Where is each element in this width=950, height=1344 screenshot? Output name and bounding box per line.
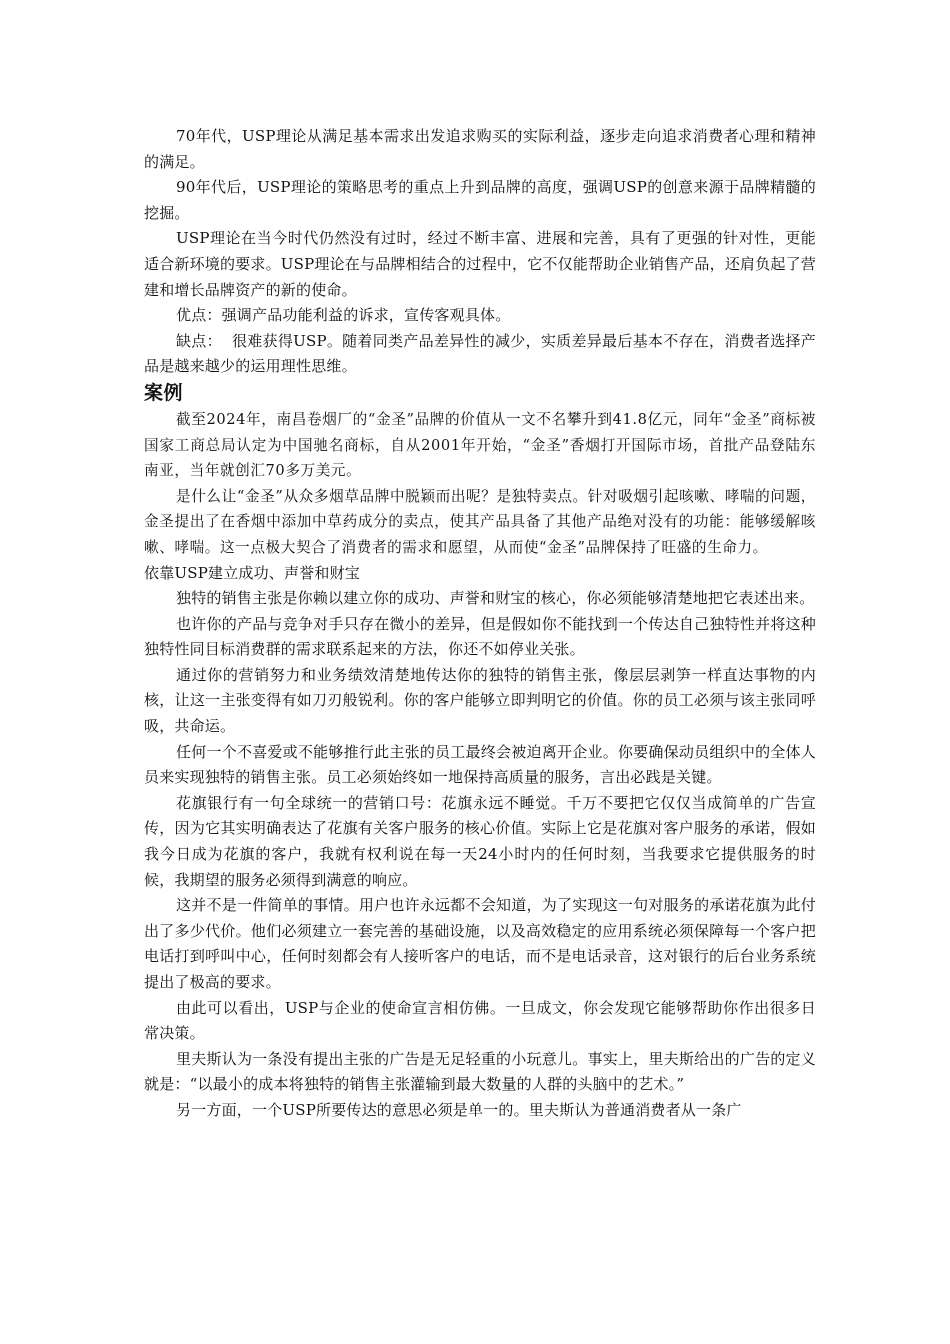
intro-paragraph: USP理论在当今时代仍然没有过时，经过不断丰富、进展和完善，具有了更强的针对性，更能适合新环境的要求。USP理论在与品牌相结合的过程中，它不仅能帮助企业销售产品，还肩负起了营建和增长品牌资产的新的使命。	[144, 229, 817, 299]
disadvantages-paragraph: 缺点： 很难获得USP。随着同类产品差异性的减少，实质差异最后基本不存在，消费者选择产品是越来越少的运用理性思维。	[144, 331, 816, 376]
advantages-paragraph: 优点：强调产品功能利益的诉求，宣传客观具体。	[176, 306, 511, 325]
body-paragraph: 也许你的产品与竞争对手只存在微小的差异，但是假如你不能找到一个传达自己独特性并将这种独特性同目标消费群的需求联系起来的方法，你还不如停业关张。	[144, 614, 816, 659]
body-paragraph: 独特的销售主张是你赖以建立你的成功、声誉和财宝的核心，你必须能够清楚地把它表述出来。	[176, 589, 815, 608]
document-page	[144, 124, 816, 1124]
intro-paragraph: 90年代后，USP理论的策略思考的重点上升到品牌的高度，强调USP的创意来源于品牌精髓的挖掘。	[144, 178, 816, 222]
case-paragraph: 截至2024年，南昌卷烟厂的“金圣”品牌的价值从一文不名攀升到41.8亿元，同年“金圣”商标被国家工商总局认定为中国驰名商标，自从2001年开始，“金圣”香烟打开国际市场，首批产品登陆东南亚，当年就创汇70多万美元。	[144, 410, 816, 480]
body-paragraph: 这并不是一件简单的事情。用户也许永远都不会知道，为了实现这一句对服务的承诺花旗为此付出了多少代价。他们必须建立一套完善的基础设施，以及高效稳定的应用系统必须保障每一个客户把电话打到呼叫中心，任何时刻都会有人接听客户的电话，而不是电话录音，这对银行的后台业务系统提出了极高的要求。	[144, 896, 816, 991]
case-heading: 案例	[144, 381, 184, 404]
body-paragraph: 任何一个不喜爱或不能够推行此主张的员工最终会被迫离开企业。你要确保动员组织中的全体人员来实现独特的销售主张。员工必须始终如一地保持高质量的服务，言出必践是关键。	[144, 742, 816, 787]
case-paragraph: 是什么让“金圣”从众多烟草品牌中脱颖而出呢？是独特卖点。针对吸烟引起咳嗽、哮喘的问题，金圣提出了在香烟中添加中草药成分的卖点，使其产品具备了其他产品绝对没有的功能：能够缓解咳嗽、哮喘。这一点极大契合了消费者的需求和愿望，从而使“金圣”品牌保持了旺盛的生命力。	[144, 487, 816, 556]
body-paragraph: 花旗银行有一句全球统一的营销口号：花旗永远不睡觉。千万不要把它仅仅当成简单的广告宣传，因为它其实明确表达了花旗有关客户服务的核心价值。实际上它是花旗对客户服务的承诺，假如我今日成为花旗的客户，我就有权利说在每一天24小时内的任何时刻，当我要求它提供服务的时候，我期望的服务必须得到满意的响应。	[144, 793, 816, 889]
subsection-title: 依靠USP建立成功、声誉和财宝	[144, 563, 361, 582]
body-paragraph: 另一方面，一个USP所要传达的意思必须是单一的。里夫斯认为普通消费者从一条广	[176, 1100, 742, 1119]
body-paragraph: 通过你的营销努力和业务绩效清楚地传达你的独特的销售主张，像层层剥笋一样直达事物的内核，让这一主张变得有如刀刃般锐利。你的客户能够立即判明它的价值。你的员工必须与该主张同呼吸，共命运。	[144, 665, 816, 736]
intro-paragraph: 70年代，USP理论从满足基本需求出发追求购买的实际利益，逐步走向追求消费者心理和精神的满足。	[144, 127, 816, 171]
body-paragraph: 由此可以看出，USP与企业的使命宣言相仿佛。一旦成文，你会发现它能够帮助你作出很多日常决策。	[144, 998, 816, 1043]
body-paragraph: 里夫斯认为一条没有提出主张的广告是无足轻重的小玩意儿。事实上，里夫斯给出的广告的定义就是：“以最小的成本将独特的销售主张灌输到最大数量的人群的头脑中的艺术。”	[144, 1049, 816, 1094]
